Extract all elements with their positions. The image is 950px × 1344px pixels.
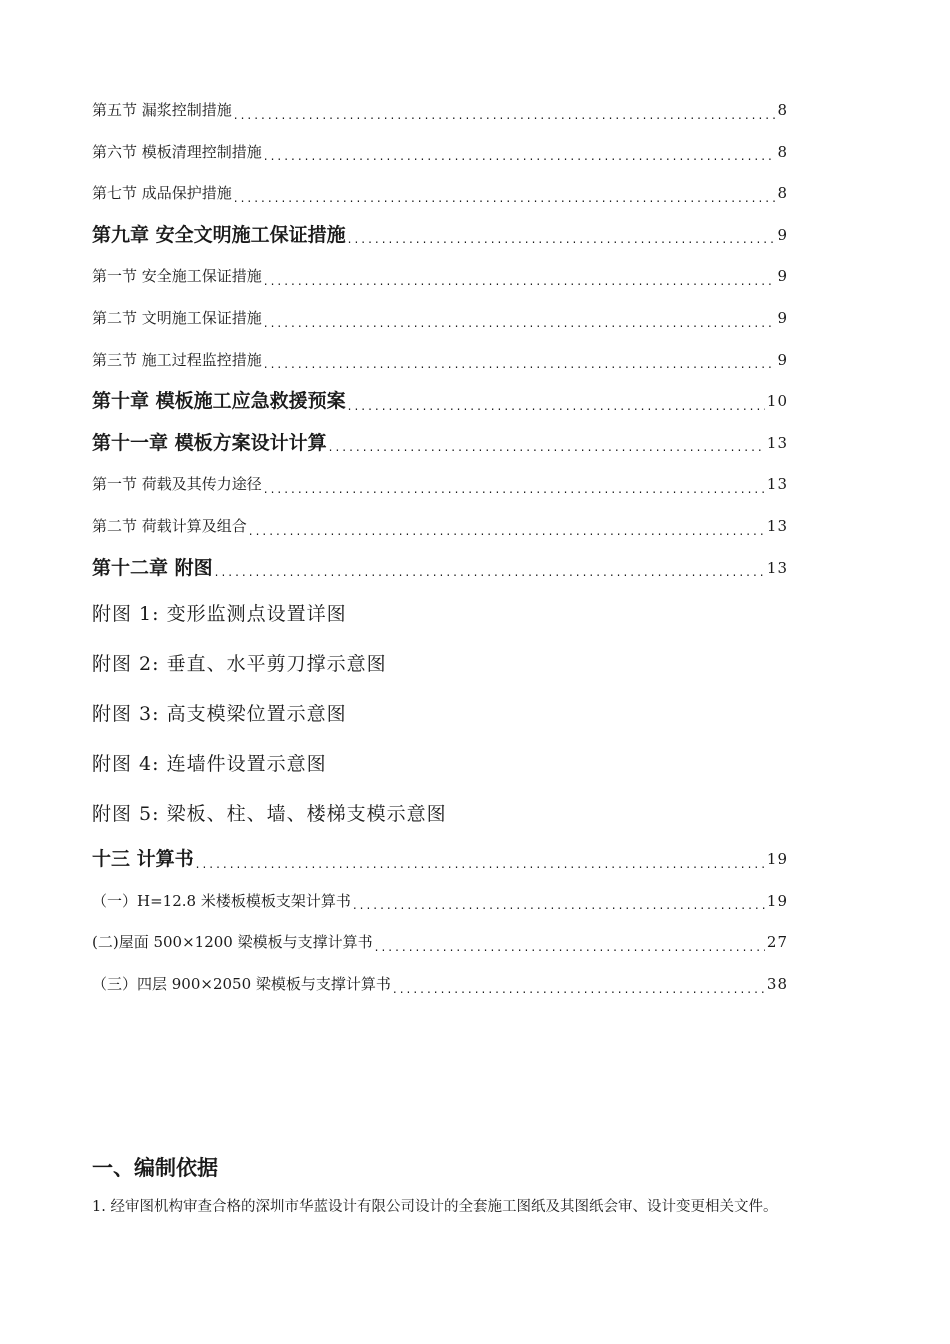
toc-figure-row[interactable] — [92, 739, 788, 789]
toc-figure-label: 附图 3: 高支模梁位置示意图 — [92, 703, 347, 726]
toc-row-label: 第二节 荷载计算及组合 — [92, 516, 247, 535]
toc-leader-dots — [348, 222, 776, 256]
toc-row-label: 第一节 荷载及其传力途径 — [92, 475, 262, 494]
toc-row-page: 8 — [777, 184, 788, 203]
table-of-contents — [92, 90, 788, 1006]
toc-figure-label: 附图 1: 变形监测点设置详图 — [92, 603, 347, 626]
toc-chapter-page: 10 — [766, 392, 788, 411]
toc-row[interactable] — [92, 90, 788, 132]
toc-leader-dots — [215, 555, 765, 589]
toc-leader-dots — [348, 389, 765, 423]
toc-row-label: 第六节 模板清理控制措施 — [92, 142, 262, 161]
toc-chapter-row[interactable] — [92, 381, 788, 423]
toc-row-page: 9 — [777, 267, 788, 286]
toc-row-page: 9 — [777, 350, 788, 369]
toc-row-label: 第三节 施工过程监控措施 — [92, 350, 262, 369]
toc-chapter-row[interactable] — [92, 839, 788, 881]
toc-row[interactable] — [92, 881, 788, 923]
toc-leader-dots — [249, 514, 765, 548]
toc-row-label: （一）H=12.8 米楼板模板支架计算书 — [92, 891, 351, 910]
toc-row[interactable] — [92, 256, 788, 298]
toc-chapter-label: 第九章 安全文明施工保证措施 — [92, 223, 346, 246]
toc-row-label: 第一节 安全施工保证措施 — [92, 267, 262, 286]
toc-row[interactable] — [92, 922, 788, 964]
toc-row[interactable] — [92, 464, 788, 506]
toc-row-page: 27 — [766, 933, 788, 952]
toc-leader-dots — [353, 888, 765, 922]
toc-row-page: 13 — [766, 475, 788, 494]
toc-row-page: 38 — [766, 974, 788, 993]
toc-leader-dots — [393, 972, 765, 1006]
toc-row[interactable] — [92, 964, 788, 1006]
toc-row[interactable] — [92, 298, 788, 340]
toc-figure-label: 附图 4: 连墙件设置示意图 — [92, 753, 327, 776]
toc-chapter-page: 13 — [766, 558, 788, 577]
toc-leader-dots — [264, 472, 765, 506]
section-heading: 一、编制依据 — [92, 1156, 218, 1180]
toc-row-page: 19 — [766, 891, 788, 910]
toc-row[interactable] — [92, 506, 788, 548]
toc-chapter-page: 9 — [777, 225, 788, 244]
toc-chapter-row[interactable] — [92, 215, 788, 257]
toc-chapter-page: 19 — [766, 850, 788, 869]
toc-row-page: 13 — [766, 516, 788, 535]
toc-row-label: 第七节 成品保护措施 — [92, 184, 232, 203]
toc-row[interactable] — [92, 340, 788, 382]
toc-leader-dots — [264, 264, 776, 298]
toc-row-label: 第五节 漏浆控制措施 — [92, 101, 232, 119]
toc-chapter-label: 第十章 模板施工应急救援预案 — [92, 390, 346, 413]
toc-row[interactable] — [92, 132, 788, 174]
toc-leader-dots — [234, 181, 776, 215]
toc-row-page: 9 — [777, 308, 788, 327]
toc-chapter-page: 13 — [766, 433, 788, 452]
toc-row-label: （三）四层 900×2050 梁模板与支撑计算书 — [92, 974, 391, 993]
toc-figure-label: 附图 5: 梁板、柱、墙、楼梯支模示意图 — [92, 803, 447, 826]
toc-row[interactable] — [92, 173, 788, 215]
toc-chapter-label: 第十二章 附图 — [92, 556, 213, 579]
toc-leader-dots — [329, 430, 765, 464]
toc-row-label: (二)屋面 500×1200 梁模板与支撑计算书 — [92, 933, 373, 952]
toc-chapter-label: 第十一章 模板方案设计计算 — [92, 431, 327, 454]
toc-leader-dots — [375, 930, 765, 964]
body-paragraph: 1. 经审图机构审查合格的深圳市华蓝设计有限公司设计的全套施工图纸及其图纸会审、设计变更相关文件。 — [92, 1199, 778, 1215]
toc-row-label: 第二节 文明施工保证措施 — [92, 308, 262, 327]
toc-chapter-row[interactable] — [92, 548, 788, 590]
toc-leader-dots — [234, 98, 776, 132]
toc-figure-row[interactable] — [92, 689, 788, 739]
toc-figure-label: 附图 2: 垂直、水平剪刀撑示意图 — [92, 653, 387, 676]
toc-figure-row[interactable] — [92, 589, 788, 639]
toc-chapter-label: 十三 计算书 — [92, 848, 194, 871]
toc-leader-dots — [264, 347, 776, 381]
toc-leader-dots — [264, 139, 776, 173]
toc-chapter-row[interactable] — [92, 423, 788, 465]
toc-row-page: 8 — [777, 142, 788, 161]
toc-leader-dots — [264, 306, 776, 340]
toc-figure-row[interactable] — [92, 639, 788, 689]
toc-leader-dots — [196, 847, 765, 881]
toc-row-page: 8 — [777, 101, 788, 119]
toc-figure-row[interactable] — [92, 789, 788, 839]
